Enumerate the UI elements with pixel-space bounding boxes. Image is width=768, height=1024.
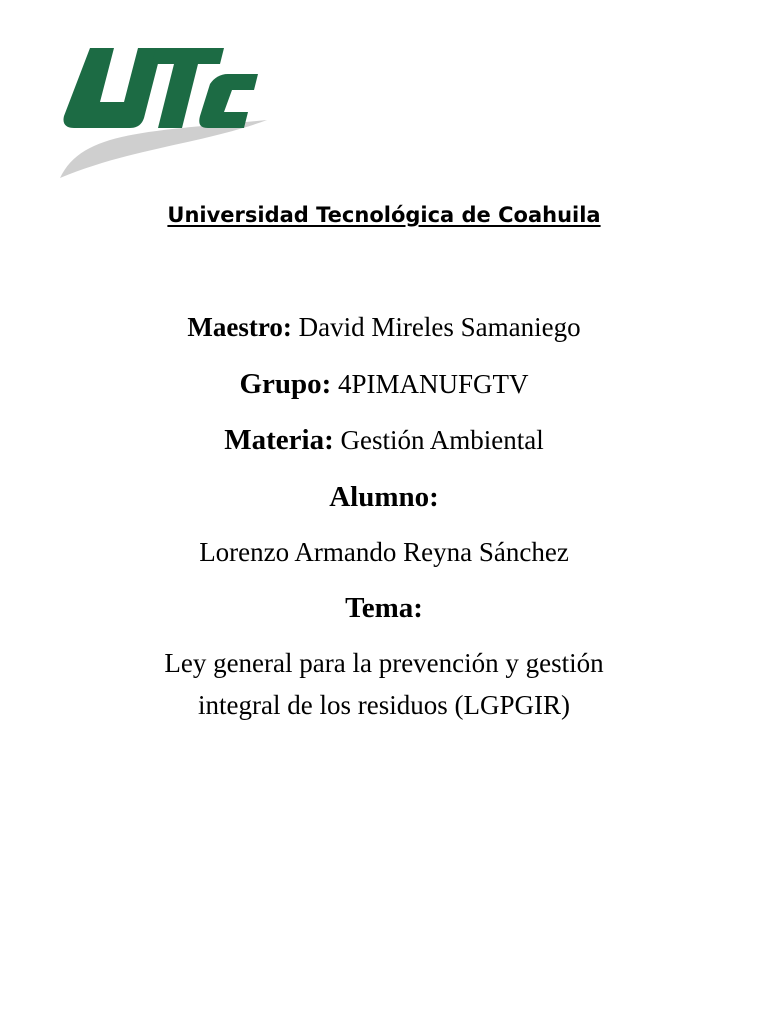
tema-line — [0, 592, 768, 625]
university-logo — [52, 40, 272, 182]
tema-line-1: Ley general para la prevención y gestión — [164, 648, 604, 678]
alumno-label: Alumno: — [329, 481, 439, 513]
materia-line — [0, 424, 768, 457]
grupo-value: 4PIMANUFGTV — [338, 369, 529, 399]
grupo-line — [0, 368, 768, 401]
maestro-value: David Mireles Samaniego — [298, 312, 581, 342]
tema-line-2: integral de los residuos (LGPGIR) — [198, 690, 570, 720]
utc-logo-icon — [52, 40, 272, 182]
university-name: Universidad Tecnológica de Coahuila — [167, 203, 601, 227]
materia-label: Materia: — [224, 424, 334, 456]
alumno-value: Lorenzo Armando Reyna Sánchez — [199, 537, 569, 567]
maestro-line — [0, 312, 768, 343]
tema-label: Tema: — [345, 592, 423, 624]
maestro-label: Maestro: — [187, 312, 292, 342]
materia-value: Gestión Ambiental — [340, 425, 544, 455]
alumno-line — [0, 481, 768, 514]
grupo-label: Grupo: — [239, 368, 332, 400]
